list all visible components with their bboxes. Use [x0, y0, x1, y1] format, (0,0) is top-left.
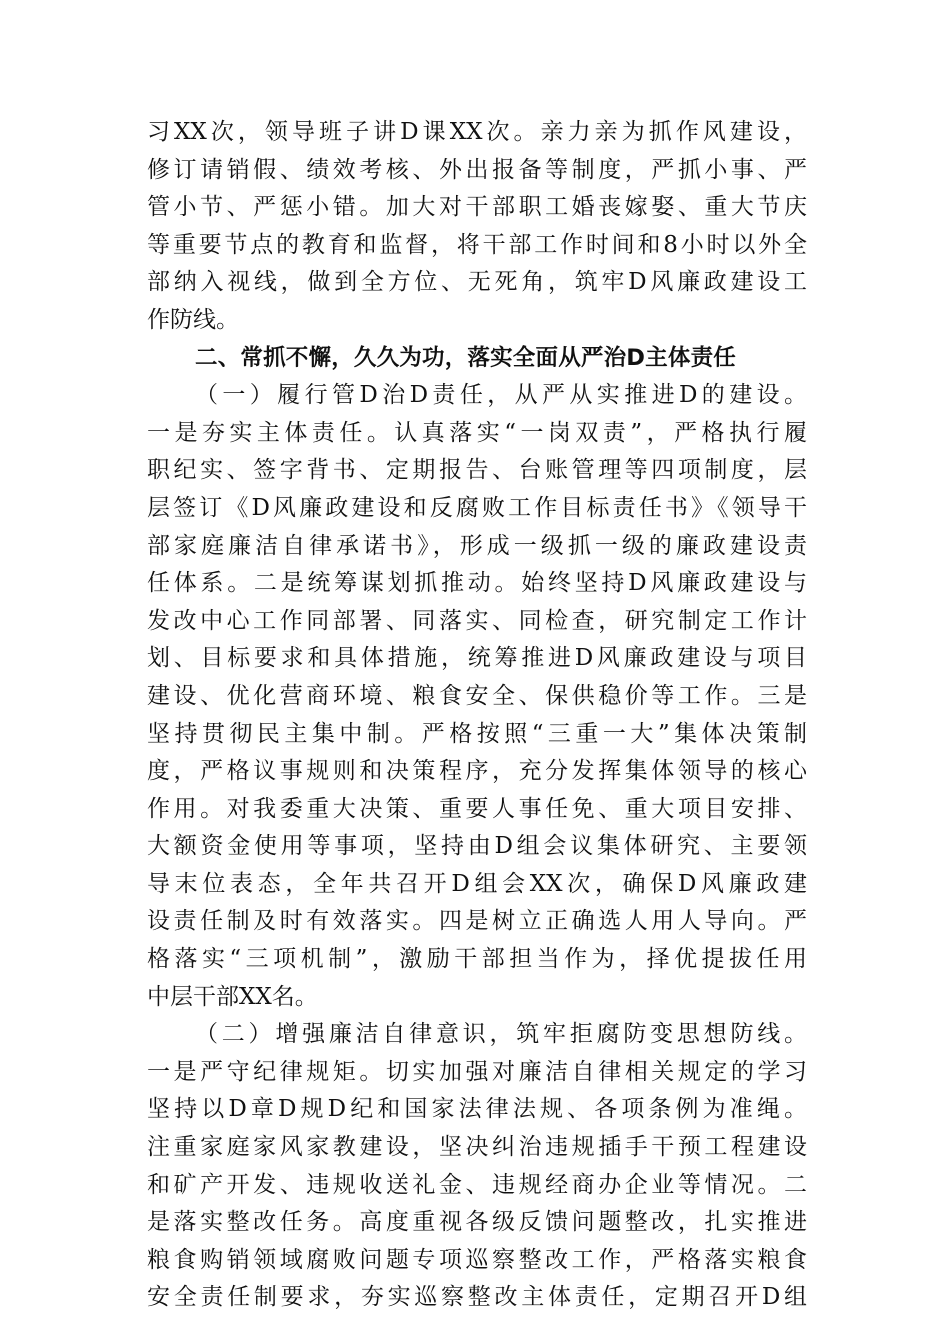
- body-line: 部家庭廉洁自律承诺书》，形成一级抓一级的廉政建设责: [147, 532, 807, 559]
- body-line: 度，严格议事规则和决策程序，充分发挥集体领导的核心: [147, 758, 807, 785]
- body-line: 层签订《D风廉政建设和反腐败工作目标责任书》《领导干: [147, 494, 807, 521]
- body-line: 一是严守纪律规矩。切实加强对廉洁自律相关规定的学习: [147, 1058, 807, 1085]
- body-line: 格落实“三项机制”，激励干部担当作为，择优提拔任用: [147, 946, 807, 973]
- body-line: 发改中心工作同部署、同落实、同检查，研究制定工作计: [147, 607, 807, 634]
- body-line: 和矿产开发、违规收送礼金、违规经商办企业等情况。二: [147, 1171, 807, 1198]
- body-line: 建设、优化营商环境、粮食安全、保供稳价等工作。三是: [147, 682, 807, 709]
- body-line: 作防线。: [147, 306, 239, 333]
- body-line: 坚持贯彻民主集中制。严格按照“三重一大”集体决策制: [147, 720, 807, 747]
- body-line: 导末位表态，全年共召开D组会XX次，确保D风廉政建: [147, 870, 807, 897]
- body-line: 大额资金使用等事项，坚持由D组会议集体研究、主要领: [147, 833, 807, 860]
- body-line: 一是夯实主体责任。认真落实“一岗双责”，严格执行履: [147, 419, 807, 446]
- body-line: 管小节、严惩小错。加大对干部职工婚丧嫁娶、重大节庆: [147, 194, 807, 221]
- document-body: [147, 114, 807, 1317]
- body-line: 职纪实、签字背书、定期报告、台账管理等四项制度，层: [147, 457, 807, 484]
- section-heading: 二、常抓不懈，久久为功，落实全面从严治D主体责任: [195, 344, 736, 371]
- body-line: 中层干部XX名。: [147, 983, 318, 1010]
- body-line: 等重要节点的教育和监督，将干部工作时间和8小时以外全: [147, 231, 807, 258]
- body-line: 坚持以D章D规D纪和国家法律法规、各项条例为准绳。: [147, 1096, 807, 1123]
- subsection-heading-line: （一）履行管D治D责任，从严从实推进D的建设。: [195, 382, 807, 409]
- body-line: 注重家庭家风家教建设，坚决纠治违规插手干预工程建设: [147, 1134, 807, 1161]
- body-line: 是落实整改任务。高度重视各级反馈问题整改，扎实推进: [147, 1209, 807, 1236]
- body-line: 安全责任制要求，夯实巡察整改主体责任，定期召开D组: [147, 1284, 807, 1311]
- subsection-heading-line: （二）增强廉洁自律意识，筑牢拒腐防变思想防线。: [195, 1021, 807, 1048]
- body-line: 设责任制及时有效落实。四是树立正确选人用人导向。严: [147, 908, 807, 935]
- body-line: 任体系。二是统筹谋划抓推动。始终坚持D风廉政建设与: [147, 570, 807, 597]
- body-line: 作用。对我委重大决策、重要人事任免、重大项目安排、: [147, 795, 807, 822]
- body-line: 修订请销假、绩效考核、外出报备等制度，严抓小事、严: [147, 156, 807, 183]
- body-line: 粮食购销领域腐败问题专项巡察整改工作，严格落实粮食: [147, 1246, 807, 1273]
- body-line: 习XX次，领导班子讲D课XX次。亲力亲为抓作风建设，: [147, 119, 807, 145]
- body-line: 划、目标要求和具体措施，统筹推进D风廉政建设与项目: [147, 645, 807, 672]
- body-line: 部纳入视线，做到全方位、无死角，筑牢D风廉政建设工: [147, 269, 807, 296]
